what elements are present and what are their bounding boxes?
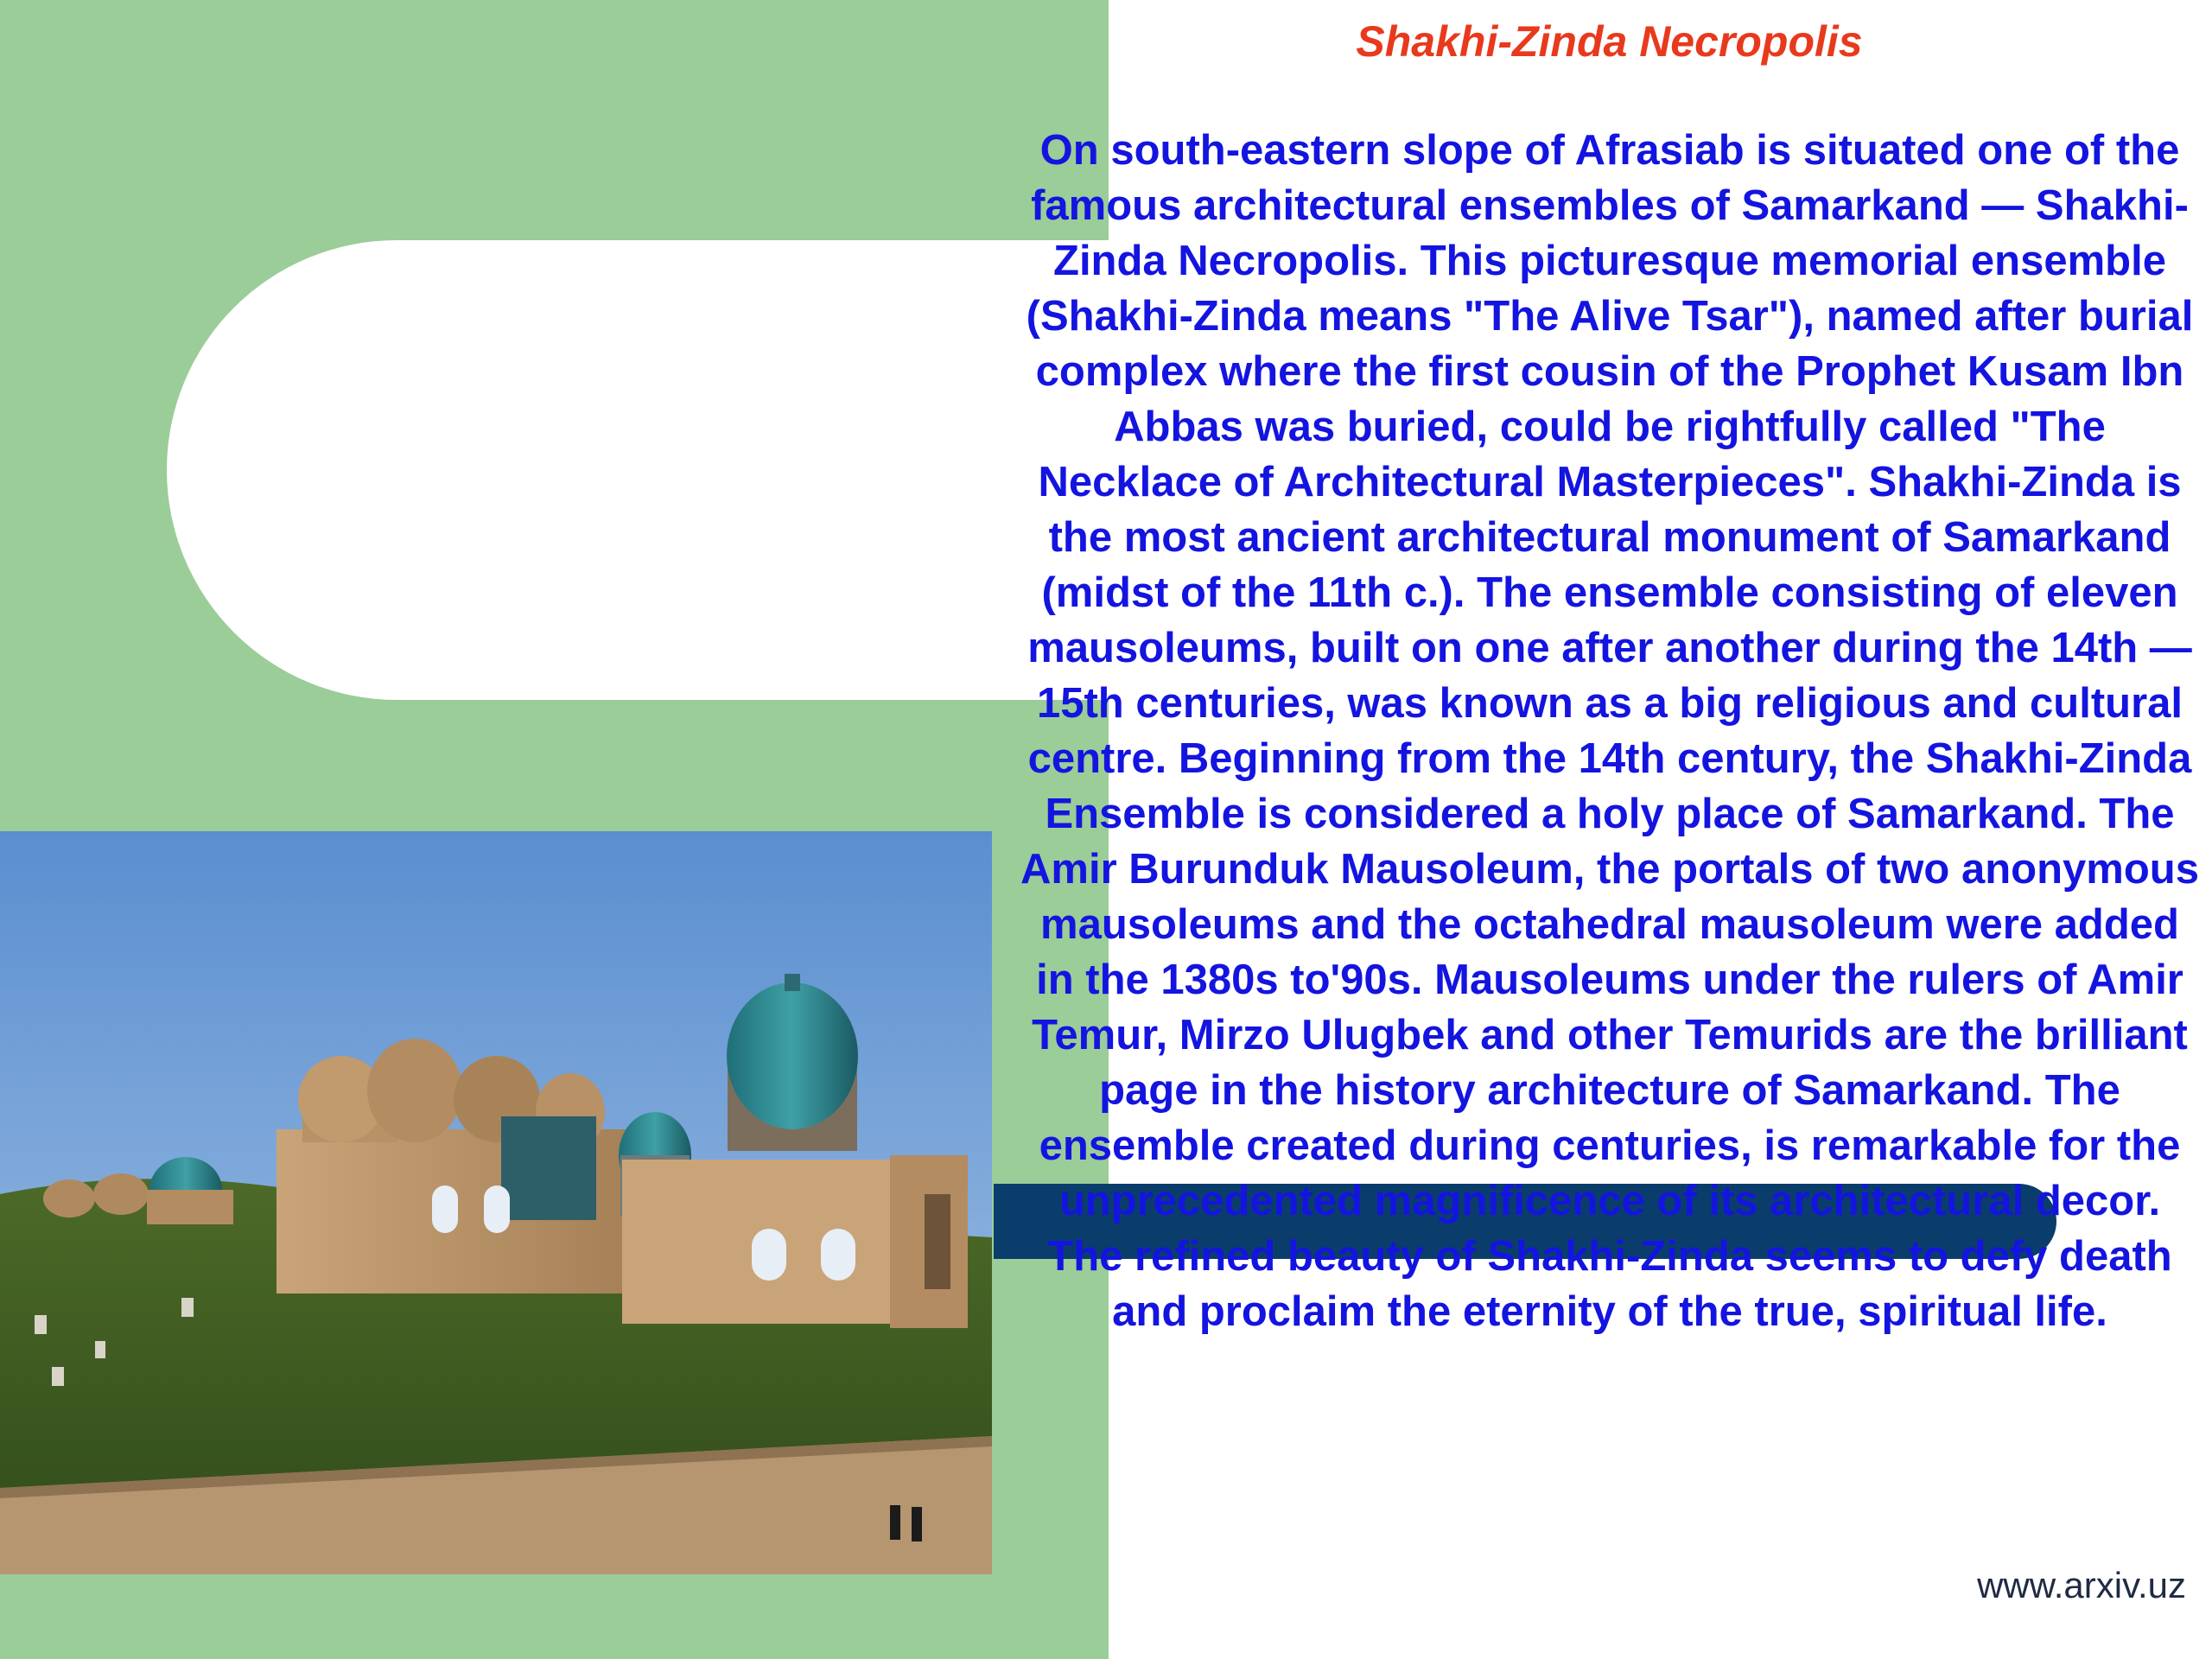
footer-url: www.arxiv.uz (1977, 1565, 2186, 1605)
slide-body-text: On south-eastern slope of Afrasiab is situated one of the famous architectural ensembles of Samarkand — Shakhi-Zinda Necropolis. This picturesque memorial ensemble (Shakhi-Zinda means "The Alive Tsar"), named after burial complex where the first cousin of the Prophet Kusam Ibn Abbas was buried, could be rightfully called "The Necklace of Architectural Masterpieces". Shakhi-Zinda is the most ancient architectural monument of Samarkand (midst of the 11th c.). The ensemble consisting of eleven mausoleums, built on one after another during the 14th — 15th centuries, was known as a big religious and cultural centre. Beginning from the 14th century, the Shakhi-Zinda Ensemble is considered a holy place of Samarkand. The Amir Burunduk Mausoleum, the portals of two anonymous mausoleums and the octahedral mausoleum were added in the 1380s to'90s. Mausoleums under the rulers of Amir Temur, Mirzo Ulugbek and other Temurids are the brilliant page in the history architecture of Samarkand. The ensemble created during centuries, is remarkable for the unprecedented magnificence of its architectural decor. The refined beauty of Shakhi-Zinda seems to defy death and proclaim the eternity of the true, spiritual life. (1020, 127, 2199, 1335)
slide-title: Shakhi-Zinda Necropolis (1356, 17, 1863, 66)
necropolis-photo (0, 831, 992, 1574)
white-rounded-shape (167, 240, 1109, 700)
